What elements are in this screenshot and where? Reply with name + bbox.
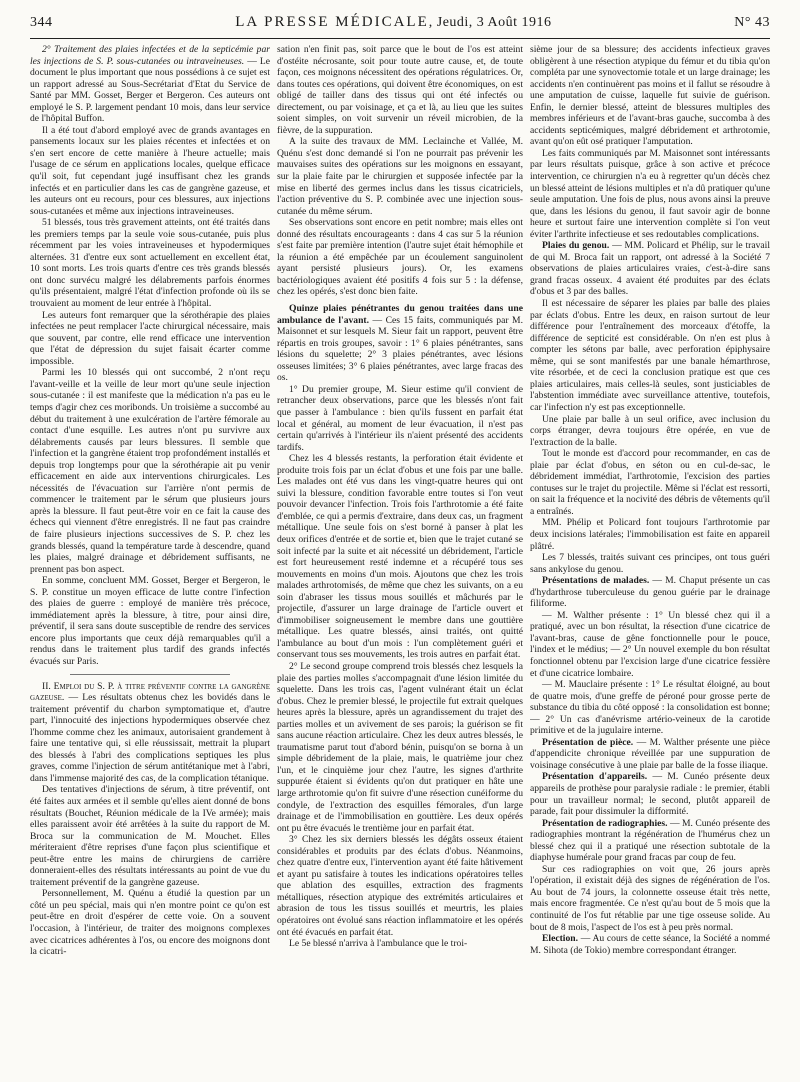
paragraph-text: — MM. Policard et Phélip, sur le travail de qui M. Broca fait un rapport, ont adressé à la Société 7 observations de plaies articulaires vraies, c'est-à-dire sans grand fracas osseux. 4 avaient été produites par des éclats d'obus et 3 par des balles.: [530, 240, 770, 298]
paragraph-text: — M. Cunéo présente deux appareils de prothèse pour paralysie radiale : le premier, établi pour un travailleur normal; le second, plutôt appareil de parade, fait pour dissimuler la difformité.: [530, 771, 770, 818]
paragraph: Chez les 4 blessés restants, la perforation était évidente et produite trois fois par un éclat d'obus et une fois par une balle. Les malades ont été vus dans les vingt-quatre heures qui ont suivi la blessure, condition favorable entre toutes si l'on veut pouvoir devancer l'infection. Trois fois l'arthrotomie a été faite d'emblée, ce qui a permis d'extraire, dans deux cas, un fragment métallique. Une seule fois on s'est borné à panser à plat les deux orifices d'entrée et de sortie et, bien que le trajet cutané se soit infecté par la suite et ait nécessité un débridement, l'article est fort heureusement resté indemne et a récupéré tous ses mouvements en moins d'un mois. Ajoutons que chez les trois malades arthrotomisés, de même que chez les suivants, on a eu soin d'abraser les tissus mous souillés et mâchurés par le projectile, d'assurer un large drainage de l'article ouvert et d'immobiliser soigneusement le membre dans une gouttière métallique. Les quatre blessés, ainsi traités, ont quitté l'ambulance au bout d'un mois : l'un complètement guéri et conservant tous ses mouvements, les trois autres en parfait état.: [277, 453, 523, 661]
paragraph: sième jour de sa blessure; des accidents infectieux graves obligèrent à une résection atypique du fémur et du tibia qu'on compléta par une synovectomie totale et un large drainage; les accidents n'en continuèrent pas moins et il fallut se résoudre à une amputation de cuisse, laquelle fut suivie de guérison. Enfin, le dernier blessé, atteint de blessures multiples des membres inférieurs et de l'avant-bras gauche, succomba à des accidents septicémiques, malgré débridement et arthrotomie, avant qu'on eût osé pratiquer l'amputation.: [530, 44, 770, 148]
journal-title: LA PRESSE MÉDICALE: [235, 14, 429, 30]
paragraph: [277, 303, 523, 384]
paragraph: [30, 44, 270, 125]
section-heading: Présentation de pièce.: [542, 736, 634, 748]
paragraph: 51 blessés, tous très gravement atteints, ont été traités dans les premiers temps par la seule voie sous-cutanée, puis plus récemment par les voies intraveineuses et hypodermiques alternées. 31 d'entre eux sont actuellement en excellent état, 10 sont morts. Les trois quarts d'entre ces très grands blessés ont donc survécu malgré les délabrements parfois énormes qu'ils présentaient, malgré l'état d'infection profonde où ils se trouvaient au moment de leur entrée à l'hôpital.: [30, 217, 270, 310]
paragraph: Les 7 blessés, traités suivant ces principes, ont tous guéri sans ankylose du genou.: [530, 552, 770, 575]
paragraph: Le 5e blessé n'arriva à l'ambulance que le troi-: [289, 938, 468, 950]
paragraph-text: — Au cours de cette séance, la Société a nommé M. Sihota (de Tokio) membre correspondant étranger.: [530, 933, 770, 956]
section-heading: 2° Traitement des plaies infectées et de la septicémie par les injections de S. P. sous-cutanées ou intraveineuses.: [30, 44, 270, 67]
paragraph: [530, 933, 770, 956]
paragraph: Tout le monde est d'accord pour recommander, en cas de plaie par éclat d'obus, en séton ou en cul-de-sac, le débridement immédiat, l'arthrotomie, l'excision des parties contuses sur le trajet du projectile. Même si l'éclat est ressorti, on sait la fréquence et la nocivité des débris de vêtements qu'il a entraînés.: [530, 448, 770, 517]
paragraph: [530, 240, 770, 298]
paragraph-text: — Ces 15 faits, communiqués par M. Maisonnet et sur lesquels M. Sieur fait un rapport, peuvent être répartis en trois groupes, savoir : 1° 6 plaies pénétrantes, sans lésions du squelette; 2° 3 plaies pénétrantes, avec lésions osseuses limitées; 3° 6 plaies pénétrantes, avec large fracas des os.: [277, 314, 523, 384]
article-columns: [30, 44, 770, 1074]
paragraph: sation n'en finit pas, soit parce que le bout de l'os est atteint d'ostéite nécrosante, soit pour toute autre cause, et, de toute façon, ces moignons nécessitent des opérations régulatrices. Or, dans toutes ces opérations, qui doivent être économiques, on est obligé de tailler dans des tissus qui ont été infectés ou directement, ou par voisinage, et ça et là, au lieu que les suites soient simples, on voit survenir un réveil microbien, de la fièvre, de la suppuration.: [277, 44, 523, 136]
paragraph: 3° Chez les six derniers blessés les dégâts osseux étaient considérables et produits par des éclats d'obus. Néanmoins, chez quatre d'entre eux, l'intervention ayant été faite hâtivement et ayant pu satisfaire à toutes les indications opératoires telles que ablation des esquilles, extraction des fragments métalliques, résection atypique des extrémités articulaires et abrasion de tous les tissus souillés et meurtris, les plaies opératoires ont évolué sans réaction inflammatoire et les opérés ont été évacués en parfait état.: [277, 834, 523, 938]
paragraph: Personnellement, M. Quénu a étudié la question par un côté un peu spécial, mais qui n'en montre point ce qu'on est peut-être en droit d'espérer de cette voie. On a souvent l'occasion, à l'intérieur, de traiter des moignons complexes avec cicatrices adhérentes à l'os, ou encore des moignons dont la cicatri-: [30, 888, 270, 958]
paragraph-text: — M. Chaput présente un cas d'hydarthrose tuberculeuse du genou guérie par le drainage filiforme.: [530, 575, 770, 610]
divider: [70, 674, 230, 675]
paragraph: MM. Phélip et Policard font toujours l'arthrotomie par deux incisions latérales; l'immobilisation est faite en appareil plâtré.: [530, 517, 770, 552]
section-heading: II. Emploi du S. P. à titre préventif contre la gangrène gazeuse.: [30, 680, 270, 704]
section-heading: Election.: [542, 933, 578, 945]
paragraph: [530, 737, 770, 772]
paragraph: Une plaie par balle à un seul orifice, avec inclusion du corps étranger, devra toujours être opérée, en vue de l'extraction de la balle.: [530, 413, 770, 448]
paragraph: 2° Le second groupe comprend trois blessés chez lesquels la plaie des parties molles s'accompagnait d'une lésion limitée du squelette. Dans les trois cas, l'agent vulnérant était un éclat d'obus. Chez le premier blessé, le projectile fut extrait quelques heures après la blessure, après un agrandissement du trajet des parties molles et un avivement de ses parois; la guérison se fit sans aucune réaction articulaire. Chez les deux autres blessés, le traumatisme parut tout d'abord bénin, puisqu'on se borna à un simple débridement de la plaie, mais, le quatrième jour chez l'un, et le cinquième jour chez l'autre, les signes d'arthrite suppurée étaient si évidents qu'on dut pratiquer en hâte une large arthrotomie qu'on fit suivre d'une résection cunéiforme du condyle, de l'extraction des esquilles fémorales, d'un large drainage et de l'immobilisation en gouttière. Les deux opérés ont pu être évacués le trentième jour en parfait état.: [277, 660, 523, 834]
paragraph: Ses observations sont encore en petit nombre; mais elles ont donné des résultats encourageants : dans 4 cas sur 5 la réunion s'est faite par première intention (l'autre sujet était hémophile et la réunion a été empêchée par un écoulement sanguinolent ayant persisté plusieurs jours). Or, les examens bactériologiques avaient été positifs 4 fois sur 5 : la défense, chez les opérés, s'est donc bien faite.: [277, 217, 523, 298]
issue-date: Jeudi, 3 Août 1916: [436, 15, 552, 30]
paragraph: 1° Du premier groupe, M. Sieur estime qu'il convient de retrancher deux observations, parce que les blessés n'ont fait que passer à l'ambulance : bien qu'ils fussent en parfait état local et général, au moment de leur évacuation, il n'est pas certain qu'arrivés à l'intérieur ils n'aient présenté des accidents tardifs.: [277, 383, 523, 453]
paragraph: [530, 818, 770, 864]
paragraph: Les faits communiqués par M. Maisonnet sont intéressants par leurs résultats puisque, grâce à son active et précoce intervention, ce chirurgien n'a eu à regretter qu'un décès chez un blessé atteint de lésions multiples et n'a dû pratiquer qu'une seule amputation. Une fois de plus, nous avons ainsi la preuve que, dans les lésions du genou, il faut savoir agir de bonne heure et surtout faire une intervention complète si l'on veut éviter l'arthrite infectieuse et ses redoutables complications.: [530, 147, 770, 240]
paragraph: Parmi les 10 blessés qui ont succombé, 2 n'ont reçu l'avant-veille et la veille de leur mort qu'une seule injection sous-cutanée : il est manifeste que la médication n'a pas eu le temps d'agir chez ces moribonds. Un troisième a succombé au début du traitement à une exulcération de l'artère fémorale au contact d'une esquille. Les autres n'ont pu survivre aux délabrements causés par leurs blessures. Il semble que l'infection et la gangrène étaient trop profondément installés et depuis trop longtemps pour que la sérothérapie ait pu venir efficacement en aide aux interventions chirurgicales. Les nécessités de l'évacuation sur l'arrière n'ont permis de commencer le traitement par le sérum que plusieurs jours après la blessure. Il faut peut-être voir en ce fait la cause des échecs qui viennent d'être enregistrés. Il ne faut pas craindre de faire plusieurs injections successives de S. P. chez les grands blessés, quand la température tarde à descendre, quand les plaies, malgré drainage et débridement suffisants, ne prennent pas bon aspect.: [30, 367, 270, 575]
column-3: [530, 44, 770, 1074]
paragraph: [530, 575, 770, 610]
paragraph: Il a été tout d'abord employé avec de grands avantages en pansements locaux sur les plaies récentes et infectées et on s'en sert encore de cette manière à l'heure actuelle; mais l'usage de ce sérum en applications locales, quelque efficace qu'il soit, fut cependant jugé insuffisant chez les grands infectés et en particulier dans les cas de gangrène gazeuse, et les auteurs ont eu recours, pour ces blessures, aux injections sous-cutanées et même aux injections intraveineuses.: [30, 124, 270, 217]
paragraph-text: — Le document le plus important que nous possédions à ce sujet est un rapport adressé au Sous-Secrétariat d'Etat du Service de Santé par MM. Gosset, Berger et Bergeron. Ces auteurs ont employé le S. P. largement pendant 10 mois, dans leur service de l'hôpital Buffon.: [30, 55, 270, 125]
section-heading: Présentation d'appareils.: [542, 771, 648, 783]
page-number: 344: [30, 15, 53, 30]
section-heading: Plaies du genou.: [542, 240, 610, 252]
section-heading: Présentation de radiographies.: [542, 817, 668, 829]
paragraph-text: — M. Walther présente une pièce d'appendicite chronique réveillée par une suppuration de voisinage consécutive à une plaie par balle de la fosse iliaque.: [530, 736, 770, 771]
paragraph: En somme, concluent MM. Gosset, Berger et Bergeron, le S. P. constitue un moyen efficace de lutte contre l'infection des plaies de guerre : employé de manière très précoce, immédiatement après la blessure, à titre, pour ainsi dire, préventif, il sera sans doute susceptible de rendre des services encore plus importants que ceux déjà remarquables qu'il a rendus dans le traitement plus tardif des grands infectés évacués sur Paris.: [30, 575, 270, 667]
column-1: [30, 44, 270, 1074]
paragraph: Des tentatives d'injections de sérum, à titre préventif, ont été faites aux armées et il semble qu'elles aient donné de bons résultats (Bouchet, Réunion médicale de la IVe armée); mais elles paraissent avoir été arrêtées à la suite du rapport de M. Broca sur la communication de M. Mouchet. Elles mériteraient d'être reprises d'une façon plus scientifique et peut-être entre les mains de chirurgiens de carrière donneraient-elles des résultats intéressants au point de vue du traitement préventif de la gangrène gazeuse.: [30, 784, 270, 888]
page-header: 344 LA PRESSE MÉDICALE, Jeudi, 3 Août 1916 N° 43: [30, 14, 770, 39]
paragraph: — M. Walther présente : 1° Un blessé chez qui il a pratiqué, avec un bon résultat, la résection d'une cicatrice de l'avant-bras, cause de gêne fonctionnelle pour le pouce, l'index et le médius; — 2° Un nouvel exemple du bon résultat fonctionnel obtenu par l'excision large d'une cicatrice fessière et d'une cicatrice lombaire.: [530, 609, 770, 679]
paragraph: Il est nécessaire de séparer les plaies par balle des plaies par éclats d'obus. Entre les deux, en raison surtout de leur différence pour l'entraînement des morceaux d'étoffe, la différence de septicité est considérable. On n'en est plus à compter les sétons par balle, avec perforation épiphysaire même, qui se sont manifestés par une banale hémarthrose, vite résorbée, et de ceci la conclusion pratique est que ces plaies articulaires, mais celles-là seules, sont justiciables de l'abstention immédiate avec surveillance attentive, toutefois, car l'infection n'y est pas exceptionnelle.: [530, 298, 770, 413]
section-heading: Quinze plaies pénétrantes du genou traitées dans une ambulance de l'avant.: [277, 303, 523, 326]
paragraph: Sur ces radiographies on voit que, 26 jours après l'opération, il existait déjà des signes de régénération de l'os. Au bout de 74 jours, la colonnette osseuse était très nette, mais encore fragmentée. Ce n'est qu'au bout de 5 mois que la continuité de l'os fut rétablie par une tige osseuse solide. Au bout de 8 mois, l'aspect de l'os est à peu près normal.: [530, 863, 770, 933]
paragraph-text: — M. Cunéo présente des radiographies montrant la régénération de l'humérus chez un blessé chez qui il a pratiqué une résection subtotale de la diaphyse humérale pour grand fracas par coup de feu.: [530, 817, 770, 864]
column-2: [277, 44, 523, 1074]
issue-number: N° 43: [734, 15, 770, 30]
paragraph: Les auteurs font remarquer que la sérothérapie des plaies infectées ne peut remplacer l'acte chirurgical nécessaire, mais que souvent, par contre, elle rend efficace une intervention que l'état de dépression du sujet faisait écarter comme impossible.: [30, 309, 270, 367]
paragraph-text: — Les résultats obtenus chez les bovidés dans le traitement préventif du charbon symptomatique et, d'autre part, l'innocuité des injections hypodermiques observée chez l'homme comme chez les animaux, autorisaient grandement à faire une tentative qui, si elle réussissait, mettrait la plupart des blessés à l'abri des complications septiques les plus graves, comme l'injection de sérum antitétanique met à l'abri, dans l'immense majorité des cas, de la complication tétanique.: [30, 692, 270, 784]
paragraph: — M. Mauclaire présente : 1° Le résultat éloigné, au bout de quatre mois, d'une greffe de péroné pour grosse perte de substance du tibia du côté opposé : la consolidation est bonne; — 2° Un cas d'anévrisme artério-veineux de la carotide primitive et de la jugulaire interne.: [530, 679, 770, 737]
paragraph: A la suite des travaux de MM. Leclainche et Vallée, M. Quénu s'est donc demandé si l'on ne pourrait pas prévenir les mauvaises suites des opérations sur les moignons en essayant, sur la plaie faite par le chirurgien et supposée infectée par la mise en liberté des germes inclus dans les tissus cicatriciels, l'action préventive du S. P. combinée avec une injection sous-cutanée du même sérum.: [277, 136, 523, 217]
section-heading: Présentations de malades.: [542, 575, 650, 587]
paragraph: [30, 681, 270, 785]
paragraph: [530, 771, 770, 817]
